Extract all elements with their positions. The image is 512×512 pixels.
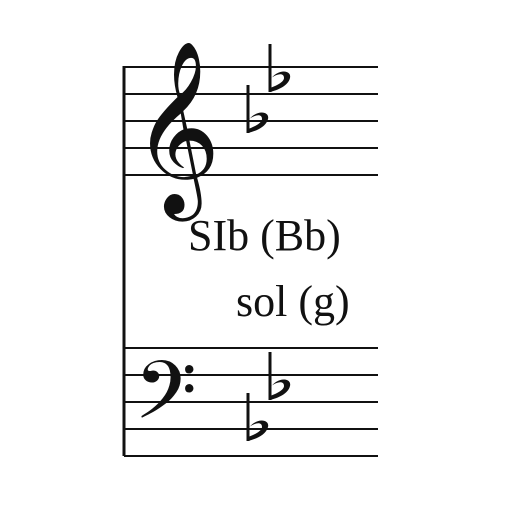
bass-clef-icon: 𝄢 — [134, 344, 198, 458]
bass-key-signature — [248, 352, 290, 441]
flat-icon — [248, 85, 268, 133]
flat-icon — [248, 393, 268, 441]
minor-key-label: sol (g) — [236, 277, 350, 326]
treble-clef-icon: 𝄞 — [132, 40, 221, 214]
major-key-label: SIb (Bb) — [188, 211, 341, 260]
treble-key-signature — [248, 44, 290, 133]
